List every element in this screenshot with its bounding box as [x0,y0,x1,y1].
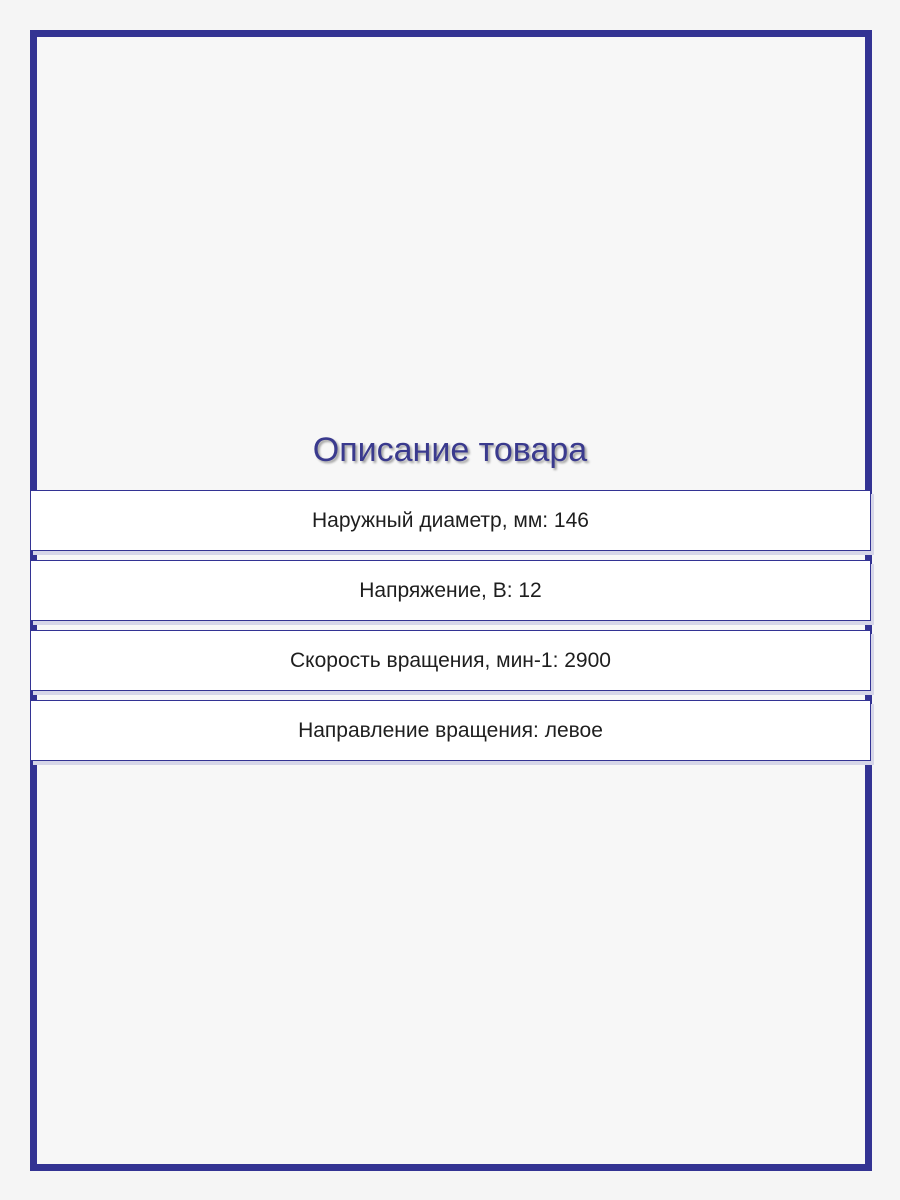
spec-row-voltage: Напряжение, В: 12 [30,560,871,621]
spec-row-rotation-speed: Скорость вращения, мин-1: 2900 [30,630,871,691]
section-title: Описание товара [312,431,588,469]
spec-row-outer-diameter: Наружный диаметр, мм: 146 [30,490,871,551]
spec-list [30,490,871,770]
spec-row-rotation-direction: Направление вращения: левое [30,700,871,761]
